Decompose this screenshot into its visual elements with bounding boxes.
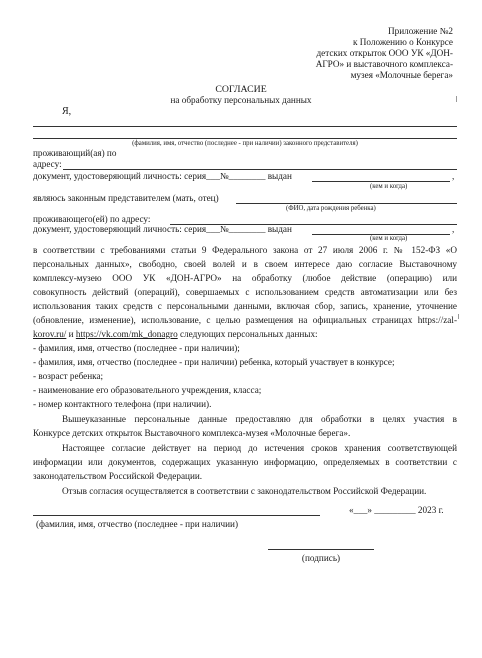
- issued-caption-2: (кем и когда): [370, 235, 408, 242]
- signature-date: «___» _________ 2023 г.: [349, 505, 444, 515]
- document-title: СОГЛАСИЕ: [215, 84, 267, 95]
- resident-label-2: проживающего(ей) по адресу:: [33, 214, 151, 224]
- paragraph-line: Вышеуказанные персональные данные предоставляю для обработки в целях участия в: [62, 414, 457, 424]
- document-label: документ, удостоверяющий личность: серия___№________ выдан: [33, 171, 292, 181]
- child-caption: (ФИО, дата рождения ребенка): [286, 205, 376, 212]
- paragraph-line: персональных данных», свободно, своей волей и в своем интересе даю согласие Выставочному: [33, 259, 457, 269]
- header-line: музея «Молочные берега»: [350, 70, 453, 80]
- header-line: АГРО» и выставочного комплекса-: [315, 59, 453, 69]
- header-line: к Положению о Конкурсе: [353, 37, 453, 47]
- paragraph-line: совокупность действий (операций), совершаемых с использованием средств автоматизации или без: [33, 287, 457, 297]
- blank-line: [33, 126, 457, 127]
- ya-label: Я,: [62, 106, 72, 117]
- vk-link[interactable]: https://vk.com/mk_donagro: [75, 329, 178, 339]
- paragraph-line: информации или документов, содержащих указанную информацию, определяемых в соответствии с: [33, 457, 457, 467]
- signature-fio-caption: (фамилия, имя, отчество (последнее - при наличии): [36, 519, 238, 529]
- comma: ,: [452, 224, 455, 234]
- address-line: [63, 169, 457, 170]
- blank-line: [33, 138, 457, 139]
- list-item: - наименование его образовательного учреждения, класса;: [33, 385, 262, 395]
- document-label-2: документ, удостоверяющий личность: серия___№________ выдан: [33, 224, 292, 234]
- signature-line: [268, 549, 374, 550]
- list-item: - возраст ребенка;: [33, 371, 104, 381]
- resident-label: проживающий(ая) по: [33, 148, 117, 158]
- fio-signature-line: [33, 515, 320, 516]
- list-item: - фамилия, имя, отчество (последнее - при наличии);: [33, 343, 240, 353]
- site-link[interactable]: korov.ru/: [33, 329, 67, 339]
- scan-mark: [458, 314, 459, 319]
- comma: ,: [452, 171, 455, 181]
- and-word: и: [66, 329, 76, 339]
- paragraph-line: в соответствии с требованиями статьи 9 Федерального закона от 27 июля 2006 г. № 152-ФЗ «О: [33, 245, 457, 255]
- issued-line: [312, 181, 450, 182]
- fio-caption: (фамилия, имя, отчество (последнее - при наличии) законного представителя): [132, 140, 358, 147]
- revocation-paragraph: Отзыв согласия осуществляется в соответствии с законодательством Российской Федерации.: [62, 486, 427, 496]
- paragraph-line: Конкурсе детских открыток Выставочного комплекса-музея «Молочные берега».: [33, 428, 351, 438]
- paragraph-line: комплексу-музею ООО УК «ДОН-АГРО» на обработку (любое действие (операцию) или: [33, 273, 457, 283]
- paragraph-line: (обновление, изменение), использование, с целью размещения на официальных страницах https://zal-: [33, 315, 457, 325]
- list-item: - фамилия, имя, отчество (последнее - при наличии) ребенка, который участвует в конкурсе;: [33, 357, 395, 367]
- address-label: адресу:: [33, 159, 62, 169]
- list-item: - номер контактного телефона (при наличии).: [33, 399, 212, 409]
- header-line: Приложение №2: [388, 26, 453, 36]
- signature-caption: (подпись): [301, 553, 341, 563]
- paragraph-line: законодательством Российской Федерации.: [33, 471, 203, 481]
- links-line: [33, 329, 318, 340]
- representative-label: являюсь законным представителем (мать, отец): [33, 193, 219, 203]
- header-line: детских открыток ООО УК «ДОН-: [316, 48, 453, 58]
- child-line: [236, 203, 457, 204]
- document-subtitle: на обработку персональных данных: [170, 95, 312, 105]
- paragraph-line: Настоящее согласие действует на период до истечения сроков хранения соответствующей: [62, 443, 457, 453]
- after-links-text: следующих персональных данных:: [177, 329, 318, 339]
- paragraph-line: использования таких средств с персональными данными, включая сбор, запись, хранение, уточнение: [33, 301, 457, 311]
- issued-caption: (кем и когда): [370, 183, 408, 190]
